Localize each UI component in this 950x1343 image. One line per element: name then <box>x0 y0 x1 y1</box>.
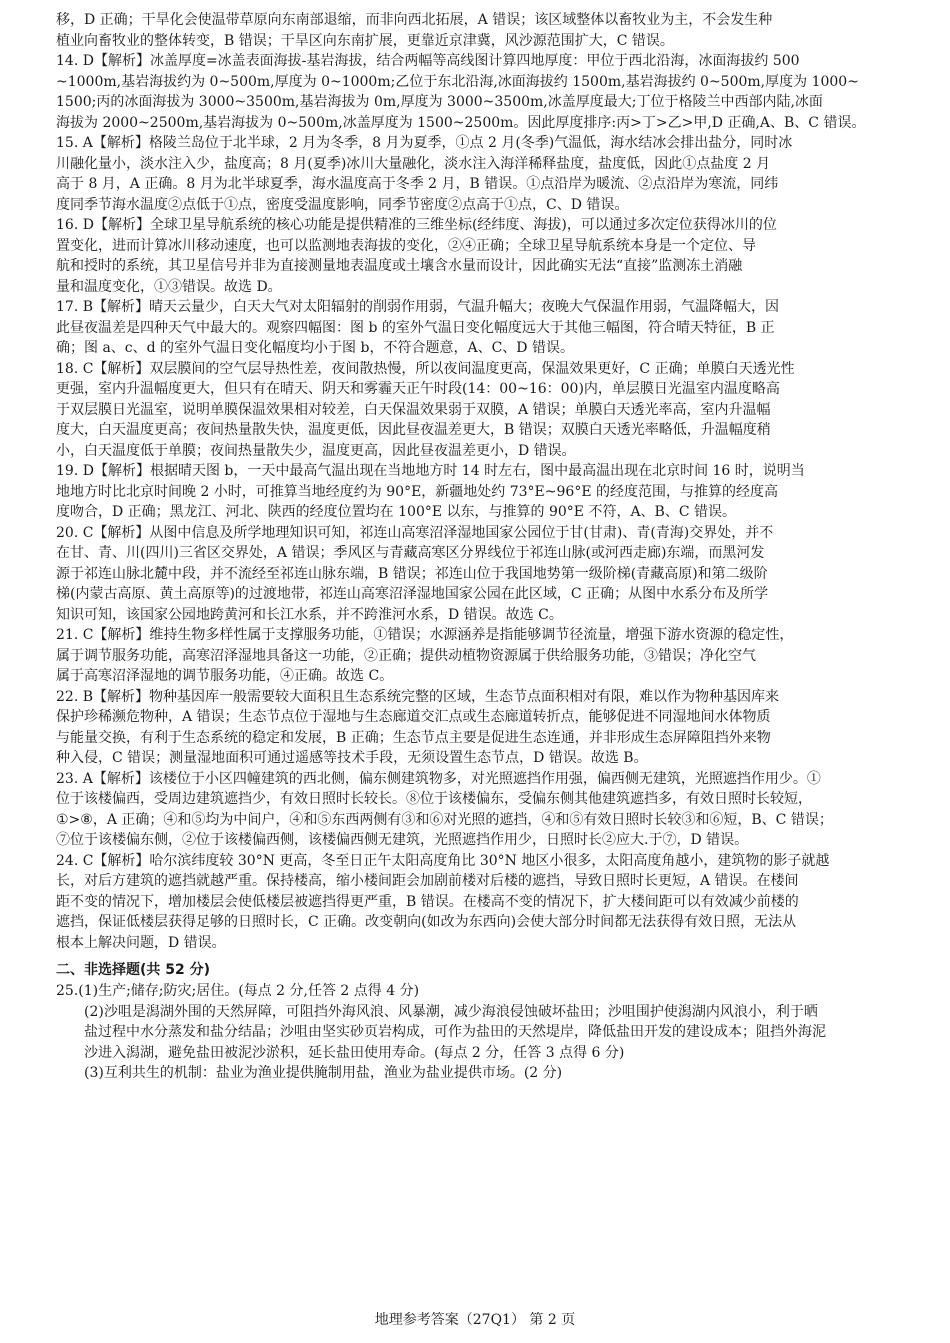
text-line: 距不变的情况下，增加楼层会使低楼层被遮挡得更严重，B 错误。在楼高不变的情况下，扩大楼间距可以有效减少前楼的 <box>56 893 799 910</box>
text-line: 24. C【解析】哈尔滨纬度较 30°N 更高，冬至日正午太阳高度角比 30°N 地区小很多，太阳高度角越小，建筑物的影子就越 <box>56 852 830 869</box>
text-line: 16. D【解析】全球卫星导航系统的核心功能是提供精准的三维坐标(经纬度、海拔)，可以通过多次定位获得冰川的位 <box>56 217 777 233</box>
text-line: 长，对后方建筑的遮挡就越严重。保持楼高，缩小楼间距会加剧前楼对后楼的遮挡，导致日照时长更短，A 错误。在楼间 <box>56 873 799 889</box>
text-line: 度同季节海水温度②点低于①点，密度受温度影响，同季节密度②点高于①点，C、D 错误。 <box>56 196 629 213</box>
text-line: 18. C【解析】双层膜间的空气层导热性差，夜间散热慢，所以夜间温度更高，保温效果更好，C 正确；单膜白天透光性 <box>56 360 795 377</box>
text-line: 14. D【解析】冰盖厚度=冰盖表面海拔-基岩海拔，结合两幅等高线图计算四地厚度：甲位于西北沿海，冰面海拔约 500 <box>56 53 800 69</box>
text-line: 种入侵，C 错误；测量湿地面积可通过遥感等技术手段，无须设置生态节点，D 错误。故选 B。 <box>56 750 648 766</box>
q25-line: 沙进入潟湖，避免盐田被泥沙淤积，延长盐田使用寿命。(每点 2 分，任答 3 点得 6 分) <box>84 1044 625 1061</box>
q25-line: 25.(1)生产;储存;防灾;居住。(每点 2 分,任答 2 点得 4 分) <box>56 983 420 999</box>
text-line: 20. C【解析】从图中信息及所学地理知识可知，祁连山高寒沼泽湿地国家公园位于甘(甘肃)、青(青海)交界处，并不 <box>56 524 774 541</box>
text-line: 源于祁连山脉北麓中段，并不流经至祁连山脉东端，B 错误；祁连山位于我国地势第一级阶梯(青藏高原)和第二级阶 <box>56 565 768 582</box>
text-line: 与能量交换，有利于生态系统的稳定和发展，B 正确；生态节点主要是促进生态连通，并非形成生态屏障阻挡外来物 <box>56 729 771 746</box>
text-line: 此昼夜温差是四种天气中最大的。观察四幅图：图 b 的室外气温日变化幅度远大于其他三幅图，符合晴天特征，B 正 <box>56 319 775 336</box>
text-line: 海拔为 2000~2500m,基岩海拔为 0~500m,冰盖厚度为 1500~2500m。因此厚度排序:丙>丁>乙>甲,D 正确,A、B、C 错误。 <box>56 114 866 131</box>
text-line: 更强，室内升温幅度更大，但只有在晴天、阴天和雾霾天正午时段(14：00~16：00)内，单层膜日光温室内温度略高 <box>56 381 780 397</box>
text-line: 22. B【解析】物种基因库一般需要较大面积且生态系统完整的区域，生态节点面积相对有限，难以作为物种基因库来 <box>56 688 779 705</box>
text-line: 保护珍稀濒危物种，A 错误；生态节点位于湿地与生态廊道交汇点或生态廊道转折点，能够促进不同湿地间水体物质 <box>56 709 771 725</box>
text-line: 小，白天温度低于单膜；夜间热量散失少，温度更高，因此昼夜温差更小，D 错误。 <box>56 442 576 459</box>
text-line: 川融化量小，淡水注入少，盐度高；8 月(夏季)冰川大量融化，淡水注入海洋稀释盐度，盐度低，因此①点盐度 2 月 <box>56 155 771 172</box>
text-line: ⑦位于该楼偏东侧，②位于该楼偏西侧，该楼偏西侧无建筑，光照遮挡作用少，日照时长②应大.于⑦，D 错误。 <box>56 832 749 848</box>
q25-line: (2)沙咀是潟湖外围的天然屏障，可阻挡外海风浪、风暴潮，减少海浪侵蚀破坏盐田；沙咀围护使潟湖内风浪小，利于晒 <box>84 1003 818 1020</box>
text-line: 于双层膜日光温室，说明单膜保温效果相对较差，白天保温效果弱于双膜，A 错误；单膜白天透光率高，室内升温幅 <box>56 401 771 418</box>
section-title: 二、非选择题(共 52 分) <box>56 962 211 978</box>
text-line: 置变化，进而计算冰川移动速度，也可以监测地表海拔的变化，②④正确；全球卫星导航系统本身是一个定位、导 <box>56 237 756 254</box>
page-footer: 地理参考答案（27Q1） 第 2 页 <box>374 1312 576 1328</box>
text-line: 属于调节服务功能，高寒沼泽湿地具备这一功能，②正确；提供动植物资源属于供给服务功能，③错误；净化空气 <box>56 647 756 664</box>
text-line: 度吻合，D 正确；黑龙江、河北、陕西的经度位置均在 100°E 以东，与推算的 90°E 不符，A、B、C 错误。 <box>56 504 737 520</box>
text-line: 21. C【解析】维持生物多样性属于支撑服务功能，①错误；水源涵养是指能够调节径流量，增强下游水资源的稳定性， <box>56 627 794 643</box>
text-line: 23. A【解析】该楼位于小区四幢建筑的西北侧，偏东侧建筑物多，对光照遮挡作用强，偏西侧无建筑，光照遮挡作用少。① <box>56 770 821 787</box>
text-line: 度大，白天温度更高；夜间热量散失快，温度更低，因此昼夜温差更大，B 错误；双膜白天透光率略低，升温幅度稍 <box>56 422 771 438</box>
q25-line: 盐过程中水分蒸发和盐分结晶；沙咀由坚实砂页岩构成，可作为盐田的天然堤岸，降低盐田开发的建设成本；阻挡外海泥 <box>84 1024 826 1040</box>
text-line: 属于高寒沼泽湿地的调节服务功能，④正确。故选 C。 <box>56 668 394 684</box>
text-line: ①>⑧，A 正确；④和⑤均为中间户，④和⑤东西两侧有③和⑥对光照的遮挡，④和⑤有效日照时长较③和⑥短，B、C 错误； <box>56 811 833 828</box>
text-line: 移，D 正确；干旱化会使温带草原向东南部退缩，而非向西北拓展，A 错误；该区域整体以畜牧业为主，不会发生种 <box>56 12 773 28</box>
text-line: 量和温度变化，①③错误。故选 D。 <box>56 278 282 295</box>
text-line: 地地方时比北京时间晚 2 小时，可推算当地经度约为 90°E，新疆地处约 73°E~96°E 的经度范围，与推算的经度高 <box>56 483 778 500</box>
text-line: 17. B【解析】晴天云量少，白天大气对太阳辐射的削弱作用弱，气温升幅大；夜晚大气保温作用弱，气温降幅大，因 <box>56 299 779 315</box>
text-line: 知识可知，该国家公园地跨黄河和长江水系，并不跨淮河水系，D 错误。故选 C。 <box>56 606 563 623</box>
text-line: 1500;丙的冰面海拔为 3000~3500m,基岩海拔为 0m,厚度为 3000~3500m,冰盖厚度最大;丁位于格陵兰中西部内陆,冰面 <box>56 94 823 110</box>
text-line: ~1000m,基岩海拔约为 0~500m,厚度为 0~1000m;乙位于东北沿海,冰面海拔约 1500m,基岩海拔约 0~500m,厚度为 1000~ <box>56 73 859 90</box>
text-line: 航和授时的系统，其卫星信号并非为直接测量地表温度或土壤含水量而设计，因此确实无法“直接”监测冻土消融 <box>56 258 743 274</box>
text-line: 确；图 a、c、d 的室外气温日变化幅度均小于图 b，不符合题意，A、C、D 错误。 <box>56 340 574 356</box>
text-line: 19. D【解析】根据晴天图 b，一天中最高气温出现在当地地方时 14 时左右，图中最高温出现在北京时间 16 时，说明当 <box>56 463 805 479</box>
q25-line: (3)互利共生的机制：盐业为渔业提供腌制用盐，渔业为盐业提供市场。(2 分) <box>84 1065 563 1081</box>
text-line: 植业向畜牧业的整体转变，B 错误；干旱区向东南扩展，更靠近京津冀，风沙源范围扩大，C 错误。 <box>56 32 674 49</box>
text-line: 遮挡，保证低楼层获得足够的日照时长，C 正确。改变朝向(如改为东西向)会使大部分时间都无法获得有效日照，无法从 <box>56 914 797 930</box>
text-line: 位于该楼偏西，受周边建筑遮挡少，有效日照时长较长。⑧位于该楼偏东，受偏东侧其他建筑遮挡多，有效日照时长较短， <box>56 791 812 807</box>
text-line: 在甘、青、川(四川)三省区交界处，A 错误；季风区与青藏高寒区分界线位于祁连山脉(或河西走廊)东端，而黑河发 <box>56 545 765 561</box>
text-line: 根本上解决问题，D 错误。 <box>56 934 226 951</box>
text-line: 高于 8 月，A 正确。8 月为北半球夏季，海水温度高于冬季 2 月，B 错误。①点沿岸为暖流、②点沿岸为寒流，同纬 <box>56 176 779 192</box>
answer-body <box>56 10 902 1084</box>
text-line: 梯(内蒙古高原、黄土高原等)的过渡地带，祁连山高寒沼泽湿地国家公园在此区域，C 正确；从图中水系分布及所学 <box>56 586 769 602</box>
text-line: 15. A【解析】格陵兰岛位于北半球，2 月为冬季，8 月为夏季，①点 2 月(冬季)气温低，海水结冰会排出盐分，同时冰 <box>56 135 793 151</box>
